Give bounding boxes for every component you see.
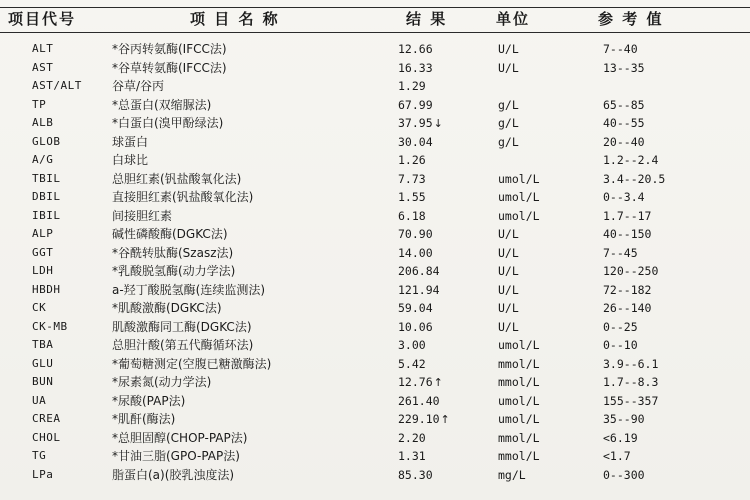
test-result — [398, 429, 427, 449]
reference-range: 155--357 — [603, 393, 659, 408]
table-row — [0, 410, 750, 429]
table-row — [0, 133, 750, 152]
test-code: CK — [32, 301, 47, 314]
result-value: 5.42 — [398, 356, 426, 371]
result-value: 261.40 — [398, 393, 440, 408]
reference-range: 40--150 — [603, 227, 652, 241]
test-name: 谷草/谷丙 — [112, 79, 165, 93]
result-value: 67.99 — [398, 97, 433, 112]
table-row — [0, 373, 750, 392]
test-name: 肌酸激酶同工酶(DGKC法) — [112, 319, 252, 334]
test-result — [398, 262, 441, 282]
result-value: 37.95 — [398, 116, 433, 130]
reference-range: 1.2--2.4 — [603, 153, 659, 167]
test-code: GLU — [32, 356, 54, 370]
result-value: 3.00 — [398, 338, 426, 352]
test-unit: mmol/L — [498, 430, 540, 445]
test-code: CREA — [32, 412, 61, 425]
reference-range: 3.4--20.5 — [603, 171, 666, 186]
test-result — [398, 225, 434, 245]
test-result — [398, 188, 427, 208]
test-name: *葡萄糖测定(空腹已糖激酶法) — [112, 356, 272, 371]
test-name: *谷草转氨酶(IFCC法) — [112, 60, 227, 75]
test-code: GGT — [32, 245, 54, 259]
table-row — [0, 318, 750, 337]
result-value: 85.30 — [398, 467, 433, 482]
reference-range: 13--35 — [603, 60, 645, 75]
test-unit: umol/L — [498, 190, 540, 204]
result-value: 59.04 — [398, 301, 433, 315]
result-value: 16.33 — [398, 60, 433, 75]
test-name: 碱性磷酸酶(DGKC法) — [112, 227, 228, 241]
test-result — [398, 114, 443, 134]
test-name: 间接胆红素 — [112, 208, 173, 223]
result-value: 229.10 — [398, 412, 440, 426]
top-rule — [0, 7, 750, 8]
test-unit: g/L — [498, 134, 519, 149]
result-value: 2.20 — [398, 430, 426, 445]
reference-range: 120--250 — [603, 264, 659, 278]
test-name: 直接胆红素(钒盐酸氧化法) — [112, 190, 254, 204]
table-row — [0, 281, 750, 300]
test-name: a-羟丁酸脱氢酶(连续监测法) — [112, 282, 266, 297]
test-unit: umol/L — [498, 412, 540, 426]
results-table — [0, 40, 750, 484]
table-row — [0, 466, 750, 485]
test-code: ALP — [32, 227, 54, 240]
test-unit: U/L — [498, 245, 519, 260]
result-value: 10.06 — [398, 319, 433, 334]
test-result — [398, 336, 427, 356]
result-value: 206.84 — [398, 264, 440, 278]
test-result — [398, 299, 434, 319]
test-code: LDH — [32, 264, 54, 277]
test-name: *谷丙转氨酶(IFCC法) — [112, 42, 227, 56]
table-row — [0, 262, 750, 281]
test-code: A/G — [32, 153, 54, 166]
table-row — [0, 114, 750, 133]
test-result — [398, 59, 434, 79]
reference-range: 0--10 — [603, 338, 638, 352]
test-name: *白蛋白(溴甲酚绿法) — [112, 116, 224, 130]
test-name: *总胆固醇(CHOP-PAP法) — [112, 430, 248, 445]
test-unit: U/L — [498, 282, 519, 297]
reference-range: 65--85 — [603, 97, 645, 112]
test-name: 总胆红素(钒盐酸氧化法) — [112, 171, 242, 186]
header-reference: 参 考 值 — [598, 10, 664, 28]
test-unit: mmol/L — [498, 449, 540, 463]
test-result — [398, 355, 427, 375]
test-result — [398, 170, 427, 190]
test-name: *肌酸激酶(DGKC法) — [112, 301, 222, 315]
reference-range: 3.9--6.1 — [603, 356, 659, 371]
test-name: *乳酸脱氢酶(动力学法) — [112, 264, 236, 278]
test-code: DBIL — [32, 190, 61, 203]
table-row — [0, 59, 750, 78]
reference-range: 20--40 — [603, 134, 645, 149]
result-value: 1.26 — [398, 153, 426, 167]
test-code: LPa — [32, 467, 54, 481]
test-result — [398, 392, 441, 412]
table-row — [0, 188, 750, 207]
table-row — [0, 299, 750, 318]
test-unit: umol/L — [498, 208, 540, 223]
test-unit: U/L — [498, 264, 519, 278]
result-value: 121.94 — [398, 282, 440, 297]
test-code: UA — [32, 393, 47, 407]
test-code: GLOB — [32, 134, 61, 148]
reference-range: 1.7--17 — [603, 208, 652, 223]
table-row — [0, 244, 750, 263]
test-code: ALB — [32, 116, 54, 129]
test-unit: U/L — [498, 301, 519, 315]
reference-range: 0--25 — [603, 319, 638, 334]
test-code: CHOL — [32, 430, 61, 444]
result-value: 30.04 — [398, 134, 433, 149]
reference-range: 1.7--8.3 — [603, 375, 659, 389]
test-name: 脂蛋白(a)(胶乳浊度法) — [112, 467, 235, 482]
test-result — [398, 207, 427, 227]
test-name: 白球比 — [112, 153, 149, 167]
table-row — [0, 77, 750, 96]
test-result — [398, 151, 427, 171]
test-unit: mmol/L — [498, 356, 540, 371]
test-result — [398, 410, 450, 430]
test-code: HBDH — [32, 282, 61, 296]
table-row — [0, 40, 750, 59]
test-result — [398, 373, 443, 393]
test-code: TBIL — [32, 171, 61, 185]
table-row — [0, 96, 750, 115]
test-code: ALT — [32, 42, 54, 55]
test-unit: mmol/L — [498, 375, 540, 389]
test-unit: g/L — [498, 97, 519, 112]
test-result — [398, 318, 434, 338]
table-row — [0, 207, 750, 226]
test-code: TBA — [32, 338, 54, 351]
test-result — [398, 281, 441, 301]
reference-range: 72--182 — [603, 282, 652, 297]
header-unit: 单位 — [496, 10, 531, 28]
result-value: 7.73 — [398, 171, 426, 186]
table-row — [0, 170, 750, 189]
test-unit: U/L — [498, 319, 519, 334]
reference-range: 35--90 — [603, 412, 645, 426]
test-name: *尿酸(PAP法) — [112, 393, 186, 408]
test-code: TG — [32, 449, 47, 462]
test-code: IBIL — [32, 208, 61, 222]
reference-range: 40--55 — [603, 116, 645, 130]
header-result: 结 果 — [406, 10, 448, 28]
abnormal-flag-icon: ↑ — [440, 413, 450, 426]
test-unit: U/L — [498, 227, 519, 241]
test-result — [398, 447, 427, 467]
abnormal-flag-icon: ↓ — [433, 117, 443, 130]
test-result — [398, 96, 434, 116]
reference-range: <1.7 — [603, 449, 631, 463]
result-value: 12.76 — [398, 375, 433, 389]
test-result — [398, 40, 434, 60]
test-unit: umol/L — [498, 338, 540, 352]
reference-range: 0--3.4 — [603, 190, 645, 204]
test-unit: mg/L — [498, 467, 526, 482]
result-value: 6.18 — [398, 208, 426, 223]
test-result — [398, 244, 434, 264]
test-name: 球蛋白 — [112, 134, 149, 149]
test-unit: g/L — [498, 116, 519, 130]
test-code: BUN — [32, 375, 54, 388]
table-row — [0, 151, 750, 170]
result-value: 70.90 — [398, 227, 433, 241]
table-row — [0, 225, 750, 244]
test-unit: umol/L — [498, 171, 540, 186]
header-rule — [0, 32, 750, 33]
result-value: 1.55 — [398, 190, 426, 204]
test-result — [398, 77, 427, 97]
result-value: 14.00 — [398, 245, 433, 260]
table-row — [0, 355, 750, 374]
table-row — [0, 392, 750, 411]
test-unit: umol/L — [498, 393, 540, 408]
test-result — [398, 133, 434, 153]
reference-range: 7--45 — [603, 245, 638, 260]
test-name: *总蛋白(双缩脲法) — [112, 97, 212, 112]
abnormal-flag-icon: ↑ — [433, 376, 443, 389]
result-value: 12.66 — [398, 42, 433, 56]
table-row — [0, 429, 750, 448]
result-value: 1.31 — [398, 449, 426, 463]
test-unit: U/L — [498, 42, 519, 56]
header-code: 项目代号 — [8, 10, 77, 28]
test-code: AST — [32, 60, 54, 74]
test-result — [398, 466, 434, 486]
result-value: 1.29 — [398, 79, 426, 93]
header-name: 项 目 名 称 — [190, 10, 280, 28]
table-row — [0, 447, 750, 466]
test-name: *肌酐(酶法) — [112, 412, 176, 426]
test-unit: U/L — [498, 60, 519, 75]
test-code: CK-MB — [32, 319, 68, 333]
test-name: 总胆汁酸(第五代酶循环法) — [112, 338, 254, 352]
reference-range: 26--140 — [603, 301, 652, 315]
reference-range: <6.19 — [603, 430, 638, 445]
reference-range: 0--300 — [603, 467, 645, 482]
test-code: AST/ALT — [32, 79, 82, 92]
test-name: *尿素氮(动力学法) — [112, 375, 212, 389]
test-name: *甘油三脂(GPO-PAP法) — [112, 449, 240, 463]
test-code: TP — [32, 97, 47, 111]
table-row — [0, 336, 750, 355]
reference-range: 7--40 — [603, 42, 638, 56]
test-name: *谷酰转肽酶(Szasz法) — [112, 245, 234, 260]
